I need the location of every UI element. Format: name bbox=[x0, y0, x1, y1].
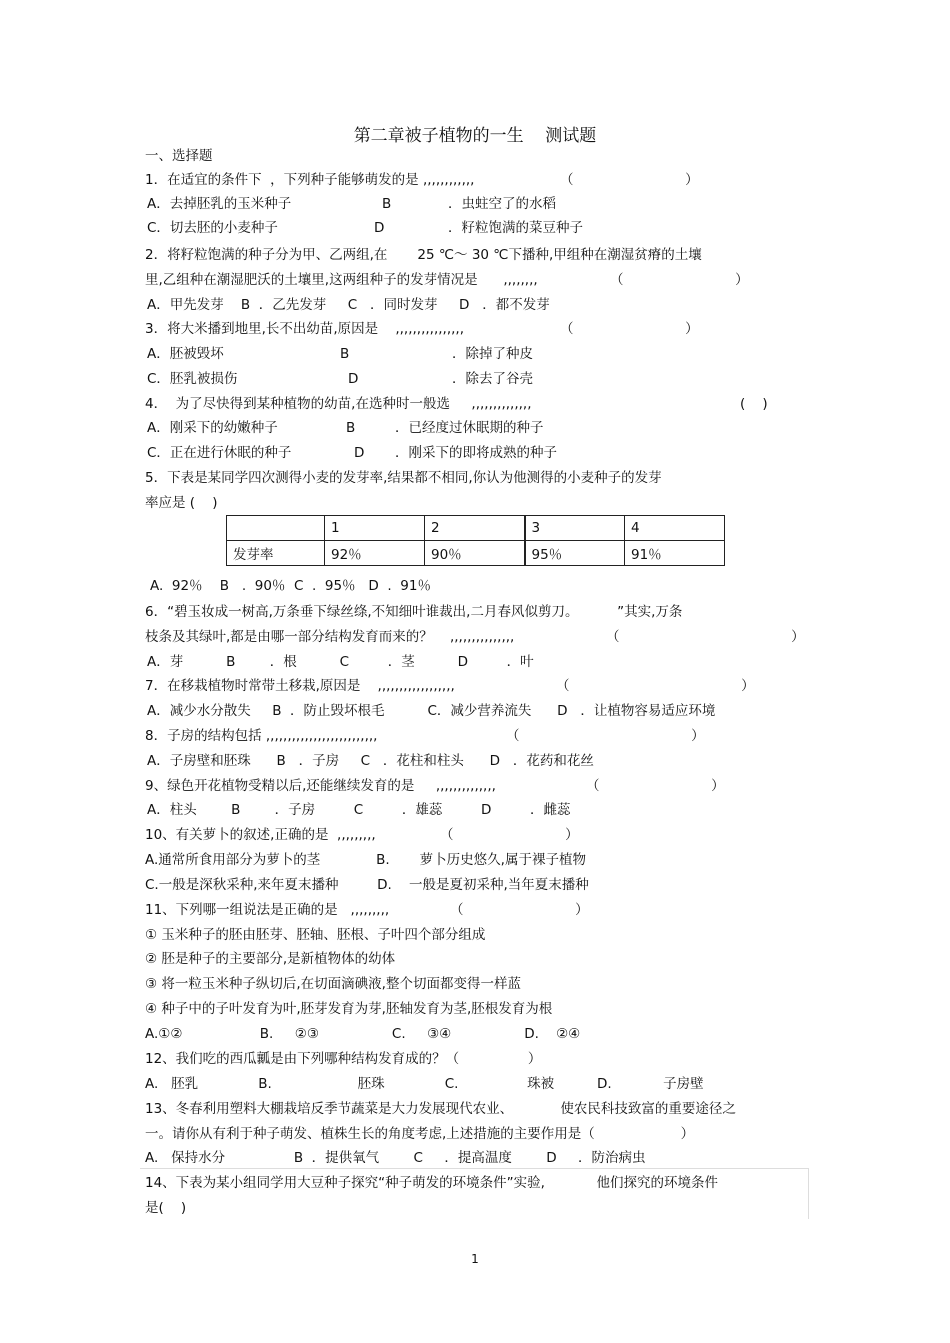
table-cell bbox=[227, 516, 325, 541]
page-number: 1 bbox=[471, 1252, 479, 1266]
text-line: D bbox=[348, 371, 359, 387]
table-cell: 2 bbox=[425, 516, 525, 541]
text-line: ．除掉了种皮 bbox=[452, 346, 533, 362]
text-line: （ ） bbox=[610, 272, 749, 288]
text-line: （ ） bbox=[450, 902, 589, 918]
text-line: 7．在移栽植物时常带土移栽,原因是 ,,,,,,,,,,,,,,,,,, bbox=[145, 678, 455, 694]
text-line: B bbox=[382, 196, 392, 212]
text-line: B bbox=[346, 420, 356, 436]
table-cell: 4 bbox=[625, 516, 725, 541]
text-line: ④ 种子中的子叶发育为叶,胚芽发育为芽,胚轴发育为茎,胚根发育为根 bbox=[145, 1001, 553, 1017]
text-line: （ ） bbox=[606, 629, 805, 645]
table-cell: 3 bbox=[525, 516, 625, 541]
text-line: 8．子房的结构包括 ,,,,,,,,,,,,,,,,,,,,,,,,,, bbox=[145, 728, 378, 744]
text-line: D bbox=[354, 445, 365, 461]
text-line: 11、下列哪一组说法是正确的是 ,,,,,,,,, bbox=[145, 902, 390, 918]
text-line: A．减少水分散失 B ．防止毁坏根毛 C．减少营养流失 D ．让植物容易适应环境 bbox=[147, 703, 716, 719]
text-line: A．子房壁和胚珠 B ．子房 C ．花柱和柱头 D ．花药和花丝 bbox=[147, 753, 594, 769]
text-line: 14、下表为某小组同学用大豆种子探究“种子萌发的环境条件”实验, 他们探究的环境条件 bbox=[145, 1175, 718, 1191]
text-line: ．刚采下的即将成熟的种子 bbox=[395, 445, 557, 461]
text-line: C.一般是深秋采种,来年夏末播种 D. 一般是夏初采种,当年夏末播种 bbox=[145, 877, 589, 893]
text-line: A. 92％ B . 90％ C . 95％ D . 91％ bbox=[150, 578, 431, 594]
text-line: A．去掉胚乳的玉米种子 bbox=[147, 196, 292, 212]
table-cell: 发芽率 bbox=[227, 541, 325, 566]
text-line: ② 胚是种子的主要部分,是新植物体的幼体 bbox=[145, 951, 396, 967]
text-line: 4． 为了尽快得到某种植物的幼苗,在选种时一般选 ,,,,,,,,,,,,,, bbox=[145, 396, 532, 412]
text-line: D bbox=[374, 220, 385, 236]
text-line: 3．将大米播到地里,长不出幼苗,原因是 ,,,,,,,,,,,,,,,, bbox=[145, 321, 464, 337]
text-line: （ ） bbox=[586, 778, 725, 794]
text-line: A.通常所食用部分为萝卜的茎 B. 萝卜历史悠久,属于裸子植物 bbox=[145, 852, 586, 868]
text-line: A．胚被毁坏 bbox=[147, 346, 224, 362]
text-line: ．籽粒饱满的菜豆种子 bbox=[448, 220, 583, 236]
text-line: 10、有关萝卜的叙述,正确的是 ,,,,,,,,, bbox=[145, 827, 376, 843]
text-line: A．甲先发芽 B ．乙先发芽 C ．同时发芽 D ．都不发芽 bbox=[147, 297, 550, 313]
table-cell: 91％ bbox=[625, 541, 725, 566]
table-row bbox=[227, 541, 725, 566]
text-line: A.①② B. ②③ C. ③④ D. ②④ bbox=[145, 1026, 581, 1042]
text-line: 一。请你从有利于种子萌发、植株生长的角度考虑,上述措施的主要作用是（ ） bbox=[145, 1126, 695, 1142]
germination-rate-table bbox=[226, 515, 725, 566]
text-line: 是( ) bbox=[145, 1200, 187, 1216]
text-line: C．正在进行休眠的种子 bbox=[147, 445, 292, 461]
question-14-frame bbox=[140, 1168, 809, 1219]
text-line: ( ) bbox=[740, 396, 768, 412]
text-line: ③ 将一粒玉米种子纵切后,在切面滴碘液,整个切面都变得一样蓝 bbox=[145, 976, 521, 992]
text-line: 率应是 ( ) bbox=[145, 495, 218, 511]
text-line: 2．将籽粒饱满的种子分为甲、乙两组,在 25 ℃～ 30 ℃下播种,甲组种在潮湿贫瘠的土壤 bbox=[145, 247, 702, 263]
text-line: 里,乙组种在潮湿肥沃的土壤里,这两组种子的发芽情况是 ,,,,,,,, bbox=[145, 272, 538, 288]
text-line: 12、我们吃的西瓜瓤是由下列哪种结构发育成的？（ ） bbox=[145, 1051, 542, 1067]
text-line: C．切去胚的小麦种子 bbox=[147, 220, 278, 236]
text-line: 1．在适宜的条件下 ，下列种子能够萌发的是 ,,,,,,,,,,,, bbox=[145, 172, 475, 188]
section-heading: 一、选择题 bbox=[145, 148, 213, 164]
text-line: B bbox=[340, 346, 350, 362]
text-line: ．除去了谷壳 bbox=[452, 371, 533, 387]
text-line: 枝条及其绿叶,都是由哪一部分结构发育而来的？ ,,,,,,,,,,,,,,, bbox=[145, 629, 515, 645]
table-cell: 90％ bbox=[425, 541, 525, 566]
text-line: ．已经度过休眠期的种子 bbox=[395, 420, 544, 436]
text-line: 9、绿色开花植物受精以后,还能继续发育的是 ,,,,,,,,,,,,,, bbox=[145, 778, 496, 794]
text-line: 5．下表是某同学四次测得小麦的发芽率,结果都不相同,你认为他测得的小麦种子的发芽 bbox=[145, 470, 662, 486]
table-cell: 95％ bbox=[525, 541, 625, 566]
table-cell: 92％ bbox=[325, 541, 425, 566]
text-line: ① 玉米种子的胚由胚芽、胚轴、胚根、子叶四个部分组成 bbox=[145, 927, 486, 943]
text-line: （ ） bbox=[440, 827, 579, 843]
text-line: （ ） bbox=[560, 321, 699, 337]
table-cell: 1 bbox=[325, 516, 425, 541]
table-header-row bbox=[227, 516, 725, 541]
text-line: （ ） bbox=[556, 678, 755, 694]
text-line: （ ） bbox=[506, 728, 705, 744]
text-line: A. 保持水分 B ．提供氧气 C ．提高温度 D ．防治病虫 bbox=[145, 1150, 646, 1166]
text-line: 13、冬春利用塑料大棚栽培反季节蔬菜是大力发展现代农业、 使农民科技致富的重要途径之 bbox=[145, 1101, 736, 1117]
text-line: A．芽 B ．根 C ．茎 D ．叶 bbox=[147, 654, 534, 670]
page-title: 第二章被子植物的一生 测试题 bbox=[353, 126, 597, 146]
text-line: C．胚乳被损伤 bbox=[147, 371, 238, 387]
text-line: A．刚采下的幼嫩种子 bbox=[147, 420, 278, 436]
text-line: A．柱头 B ．子房 C ．雄蕊 D ．雌蕊 bbox=[147, 802, 571, 818]
text-line: A. 胚乳 B. 胚珠 C. 珠被 D. 子房壁 bbox=[145, 1076, 704, 1092]
text-line: ．虫蛀空了的水稻 bbox=[448, 196, 556, 212]
text-line: （ ） bbox=[560, 172, 699, 188]
text-line: 6．“碧玉妆成一树高,万条垂下绿丝绦,不知细叶谁裁出,二月春风似剪刀。 ”其实,万条 bbox=[145, 604, 683, 620]
